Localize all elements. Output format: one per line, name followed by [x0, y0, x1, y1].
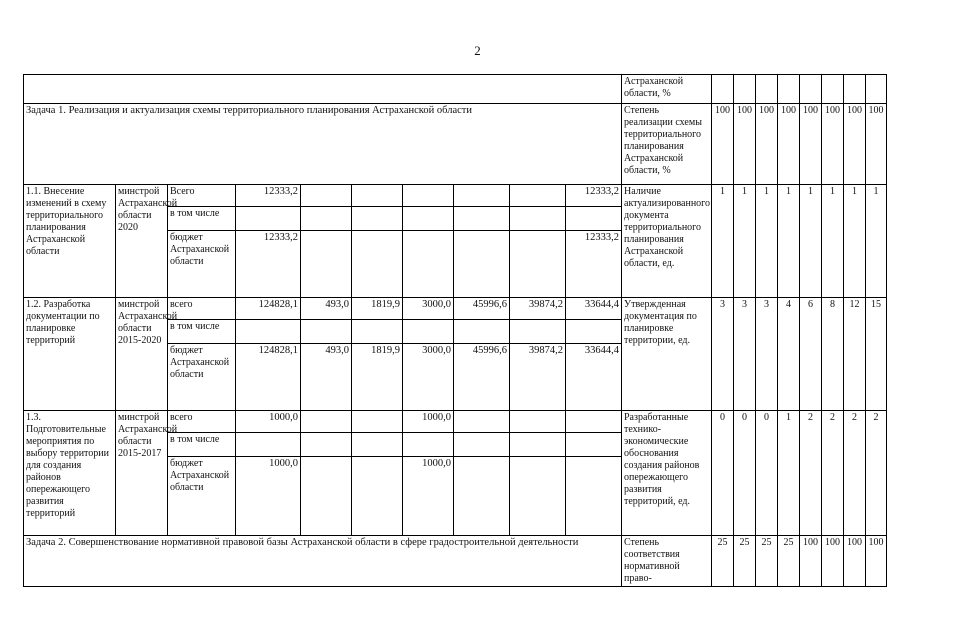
funding-value: 39874,2: [510, 298, 566, 320]
indicator-value: 100: [844, 536, 866, 587]
funding-value: [352, 207, 403, 231]
indicator-value: [712, 75, 734, 104]
indicator-value: 100: [822, 104, 844, 185]
measure-name: 1.1. Внесение изменений в схему территориального планирования Астраханской области: [24, 185, 116, 298]
funding-value: [301, 320, 352, 344]
table-row: [24, 411, 887, 433]
indicator-value: 4: [778, 298, 800, 411]
indicator-value: 1: [866, 185, 887, 298]
indicator-value: [844, 75, 866, 104]
funding-value: [454, 231, 510, 298]
funding-value: [403, 185, 454, 207]
funding-value: [403, 207, 454, 231]
funding-value: [510, 231, 566, 298]
funding-value: [454, 457, 510, 536]
funding-value: [454, 433, 510, 457]
funding-value: [352, 457, 403, 536]
funding-value: 493,0: [301, 298, 352, 320]
indicator-value: 25: [778, 536, 800, 587]
funding-value: [352, 320, 403, 344]
funding-value: [352, 231, 403, 298]
funding-value: [510, 320, 566, 344]
indicator-value: 25: [734, 536, 756, 587]
indicator-value: [822, 75, 844, 104]
funding-label: бюджет Астраханской области: [168, 344, 236, 411]
indicator-value: 1: [800, 185, 822, 298]
indicator-value: 1: [756, 185, 778, 298]
funding-value: [301, 185, 352, 207]
indicator-text: Степень соответствия нормативной право-: [622, 536, 712, 587]
indicator-value: 100: [756, 104, 778, 185]
indicator-value: 8: [822, 298, 844, 411]
funding-value: [454, 411, 510, 433]
indicator-value: 0: [734, 411, 756, 536]
funding-value: [301, 433, 352, 457]
funding-value: 3000,0: [403, 298, 454, 320]
indicator-value: 3: [756, 298, 778, 411]
funding-value: [236, 320, 301, 344]
indicator-value: 3: [712, 298, 734, 411]
funding-value: [566, 433, 622, 457]
indicator-value: [866, 75, 887, 104]
funding-label: в том числе: [168, 320, 236, 344]
funding-value: [566, 207, 622, 231]
indicator-value: 100: [866, 536, 887, 587]
measure-name: 1.2. Разработка документации по планировке территорий: [24, 298, 116, 411]
indicator-text: Разработанные технико-экономические обоснования создания районов опережающего развития территорий, ед.: [622, 411, 712, 536]
funding-value: [236, 207, 301, 231]
funding-value: 493,0: [301, 344, 352, 411]
measure-name: 1.3. Подготовительные мероприятия по выбору территории для создания районов опережающего развития территорий: [24, 411, 116, 536]
indicator-value: 15: [866, 298, 887, 411]
indicator-value: 2: [822, 411, 844, 536]
indicator-value: 2: [800, 411, 822, 536]
funding-value: [352, 433, 403, 457]
program-table: [23, 74, 887, 587]
indicator-value: 3: [734, 298, 756, 411]
indicator-value: 100: [844, 104, 866, 185]
indicator-text: Степень реализации схемы территориального планирования Астраханской области, %: [622, 104, 712, 185]
page-number: 2: [474, 43, 481, 58]
indicator-value: 100: [712, 104, 734, 185]
funding-value: [566, 320, 622, 344]
indicator-value: 0: [712, 411, 734, 536]
funding-value: [301, 457, 352, 536]
executor: минстрой Астраханской области 2015-2020: [116, 298, 168, 411]
indicator-value: 100: [800, 104, 822, 185]
indicator-value: 100: [866, 104, 887, 185]
funding-value: 124828,1: [236, 344, 301, 411]
funding-value: [454, 185, 510, 207]
funding-value: [510, 457, 566, 536]
funding-value: 1000,0: [236, 411, 301, 433]
indicator-value: 0: [756, 411, 778, 536]
indicator-value: 25: [712, 536, 734, 587]
funding-label: всего: [168, 411, 236, 433]
indicator-text: Астраханской области, %: [622, 75, 712, 104]
funding-value: 12333,2: [566, 185, 622, 207]
funding-label: Всего: [168, 185, 236, 207]
funding-value: 45996,6: [454, 344, 510, 411]
funding-value: [403, 433, 454, 457]
indicator-value: 100: [778, 104, 800, 185]
indicator-value: [756, 75, 778, 104]
task-title: Задача 1. Реализация и актуализация схемы территориального планирования Астраханской области: [24, 104, 622, 185]
task-row: [24, 536, 887, 587]
indicator-value: 100: [734, 104, 756, 185]
funding-value: 1000,0: [403, 457, 454, 536]
indicator-value: 2: [866, 411, 887, 536]
funding-value: 1819,9: [352, 298, 403, 320]
indicator-value: 6: [800, 298, 822, 411]
funding-value: 33644,4: [566, 344, 622, 411]
funding-value: 1819,9: [352, 344, 403, 411]
funding-value: [236, 433, 301, 457]
funding-value: 1000,0: [236, 457, 301, 536]
task-row: [24, 104, 887, 185]
funding-value: [301, 411, 352, 433]
funding-value: [301, 231, 352, 298]
funding-value: [510, 433, 566, 457]
funding-value: 1000,0: [403, 411, 454, 433]
table-row: [24, 185, 887, 207]
funding-value: [510, 207, 566, 231]
funding-value: 124828,1: [236, 298, 301, 320]
funding-value: [510, 411, 566, 433]
indicator-value: 1: [822, 185, 844, 298]
table-row: [24, 75, 887, 104]
funding-value: 45996,6: [454, 298, 510, 320]
indicator-value: 1: [778, 185, 800, 298]
funding-value: [510, 185, 566, 207]
funding-label: бюджет Астраханской области: [168, 457, 236, 536]
indicator-value: 100: [800, 536, 822, 587]
funding-value: [301, 207, 352, 231]
indicator-value: 12: [844, 298, 866, 411]
indicator-value: 2: [844, 411, 866, 536]
indicator-text: Наличие актуализированного документа территориального планирования Астраханской области, ед.: [622, 185, 712, 298]
indicator-value: [800, 75, 822, 104]
empty-cell: [24, 75, 622, 104]
funding-value: 12333,2: [236, 231, 301, 298]
funding-value: [566, 411, 622, 433]
funding-value: [403, 231, 454, 298]
indicator-value: 1: [712, 185, 734, 298]
funding-value: 12333,2: [236, 185, 301, 207]
indicator-text: Утвержденная документация по планировке территории, ед.: [622, 298, 712, 411]
task-title: Задача 2. Совершенствование нормативной правовой базы Астраханской области в сфере градостроительной деятельности: [24, 536, 622, 587]
indicator-value: 25: [756, 536, 778, 587]
funding-label: всего: [168, 298, 236, 320]
funding-value: [566, 457, 622, 536]
funding-value: 3000,0: [403, 344, 454, 411]
indicator-value: [778, 75, 800, 104]
indicator-value: 1: [778, 411, 800, 536]
indicator-value: [734, 75, 756, 104]
executor: минстрой Астраханской области 2020: [116, 185, 168, 298]
indicator-value: 100: [822, 536, 844, 587]
funding-value: 39874,2: [510, 344, 566, 411]
funding-value: [454, 320, 510, 344]
funding-label: в том числе: [168, 433, 236, 457]
funding-value: 33644,4: [566, 298, 622, 320]
funding-value: [352, 185, 403, 207]
funding-value: [454, 207, 510, 231]
funding-label: бюджет Астраханской области: [168, 231, 236, 298]
funding-value: 12333,2: [566, 231, 622, 298]
indicator-value: 1: [734, 185, 756, 298]
funding-label: в том числе: [168, 207, 236, 231]
executor: минстрой Астраханской области 2015-2017: [116, 411, 168, 536]
table-row: [24, 298, 887, 320]
funding-value: [403, 320, 454, 344]
indicator-value: 1: [844, 185, 866, 298]
funding-value: [352, 411, 403, 433]
